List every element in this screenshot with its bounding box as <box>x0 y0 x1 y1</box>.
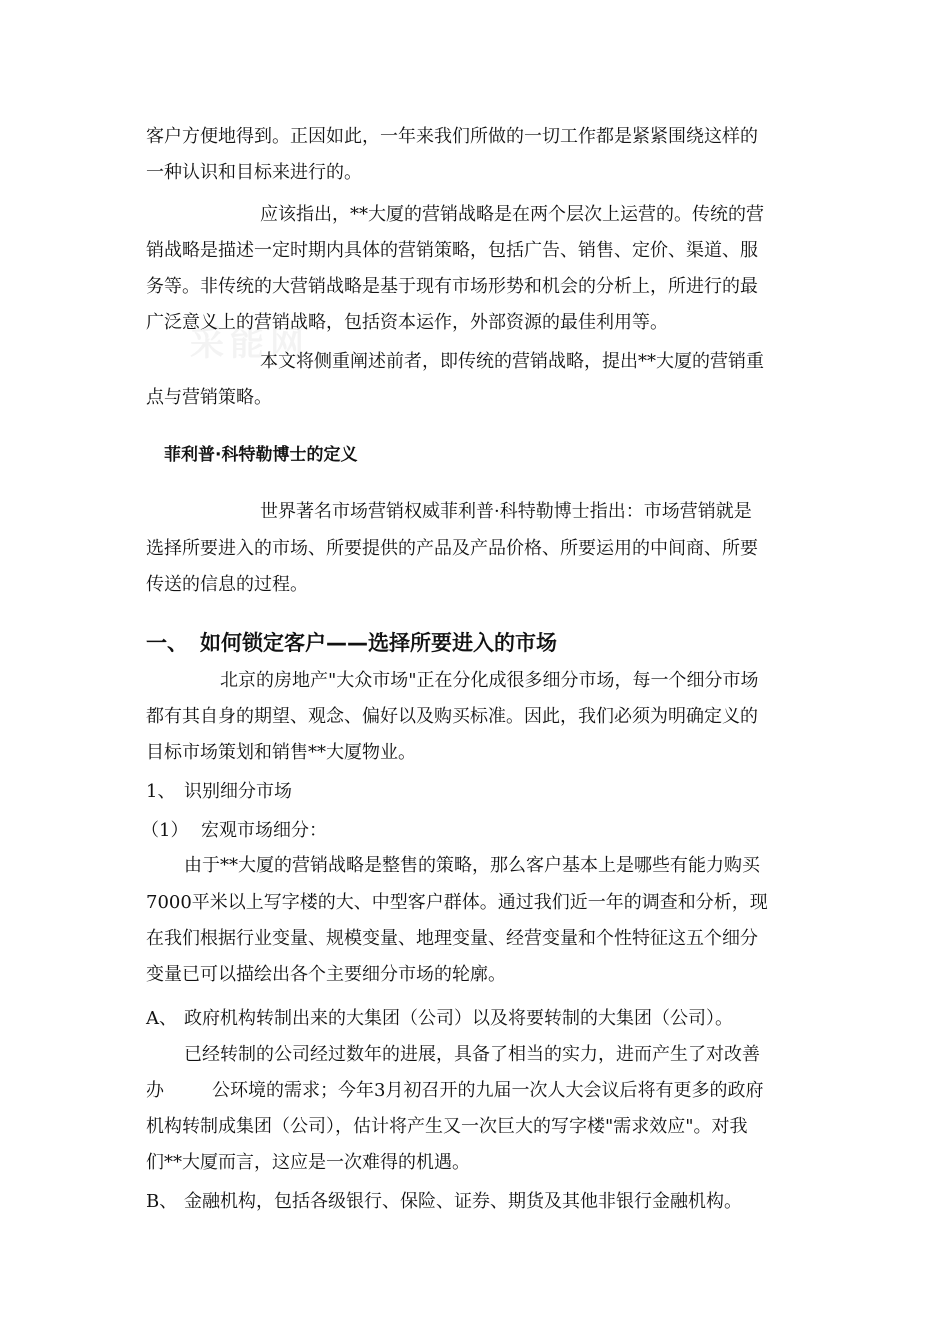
definition-heading: 菲利普·科特勒博士的定义 <box>164 445 358 465</box>
s1p3-line-4: 们**大厦而言，这应是一次难得的机遇。 <box>146 1152 470 1173</box>
item-1-text: 识别细分市场 <box>184 781 292 802</box>
intro-line-2: 一种认识和目标来进行的。 <box>146 162 362 183</box>
definition-line-3: 传送的信息的过程。 <box>146 574 308 595</box>
s1p3-line-2a: 办 <box>146 1080 164 1101</box>
watermark: 采能网 <box>190 324 310 364</box>
s1p3-line-2b: 公环境的需求；今年3月初召开的九届一次人大会议后将有更多的政府 <box>212 1080 764 1101</box>
s1p2-line-2: 7000平米以上写字楼的大、中型客户群体。通过我们近一年的调查和分析，现 <box>146 892 768 913</box>
focus-line-2: 点与营销策略。 <box>146 387 272 408</box>
item-1-1-number: （1） <box>141 820 189 841</box>
section-1-title: 如何锁定客户——选择所要进入的市场 <box>200 631 557 655</box>
item-a-text: 政府机构转制出来的大集团（公司）以及将要转制的大集团（公司）。 <box>184 1008 733 1029</box>
s1p2-line-3: 在我们根据行业变量、规模变量、地理变量、经营变量和个性特征这五个细分 <box>146 928 758 949</box>
s1p3-line-1: 已经转制的公司经过数年的进展，具备了相当的实力，进而产生了对改善 <box>184 1044 760 1065</box>
s1p3-line-3: 机构转制成集团（公司），估计将产生又一次巨大的写字楼"需求效应"。对我 <box>146 1116 748 1137</box>
s1p1-line-3: 目标市场策划和销售**大厦物业。 <box>146 742 416 763</box>
strategy-line-1: 应该指出，**大厦的营销战略是在两个层次上运营的。传统的营 <box>260 204 764 225</box>
item-b-number: B、 <box>146 1191 178 1212</box>
s1p1-line-2: 都有其自身的期望、观念、偏好以及购买标准。因此，我们必须为明确定义的 <box>146 706 758 727</box>
item-a-number: A、 <box>146 1008 177 1029</box>
s1p1-line-1: 北京的房地产"大众市场"正在分化成很多细分市场，每一个细分市场 <box>220 670 759 691</box>
definition-line-1: 世界著名市场营销权威菲利普·科特勒博士指出：市场营销就是 <box>260 501 752 522</box>
focus-line-1: 本文将侧重阐述前者，即传统的营销战略，提出**大厦的营销重 <box>260 351 764 372</box>
section-1-number: 一、 <box>146 631 188 655</box>
s1p2-line-4: 变量已可以描绘出各个主要细分市场的轮廓。 <box>146 964 506 985</box>
item-b-text: 金融机构，包括各级银行、保险、证券、期货及其他非银行金融机构。 <box>184 1191 742 1212</box>
intro-line-1: 客户方便地得到。正因如此，一年来我们所做的一切工作都是紧紧围绕这样的 <box>146 126 758 147</box>
strategy-line-4: 广泛意义上的营销战略，包括资本运作，外部资源的最佳利用等。 <box>146 312 668 333</box>
definition-line-2: 选择所要进入的市场、所要提供的产品及产品价格、所要运用的中间商、所要 <box>146 538 758 559</box>
strategy-line-2: 销战略是描述一定时期内具体的营销策略，包括广告、销售、定价、渠道、服 <box>146 240 758 261</box>
item-1-1-text: 宏观市场细分： <box>201 820 327 841</box>
strategy-line-3: 务等。非传统的大营销战略是基于现有市场形势和机会的分析上，所进行的最 <box>146 276 758 297</box>
item-1-number: 1、 <box>146 781 176 802</box>
s1p2-line-1: 由于**大厦的营销战略是整售的策略，那么客户基本上是哪些有能力购买 <box>184 855 760 876</box>
